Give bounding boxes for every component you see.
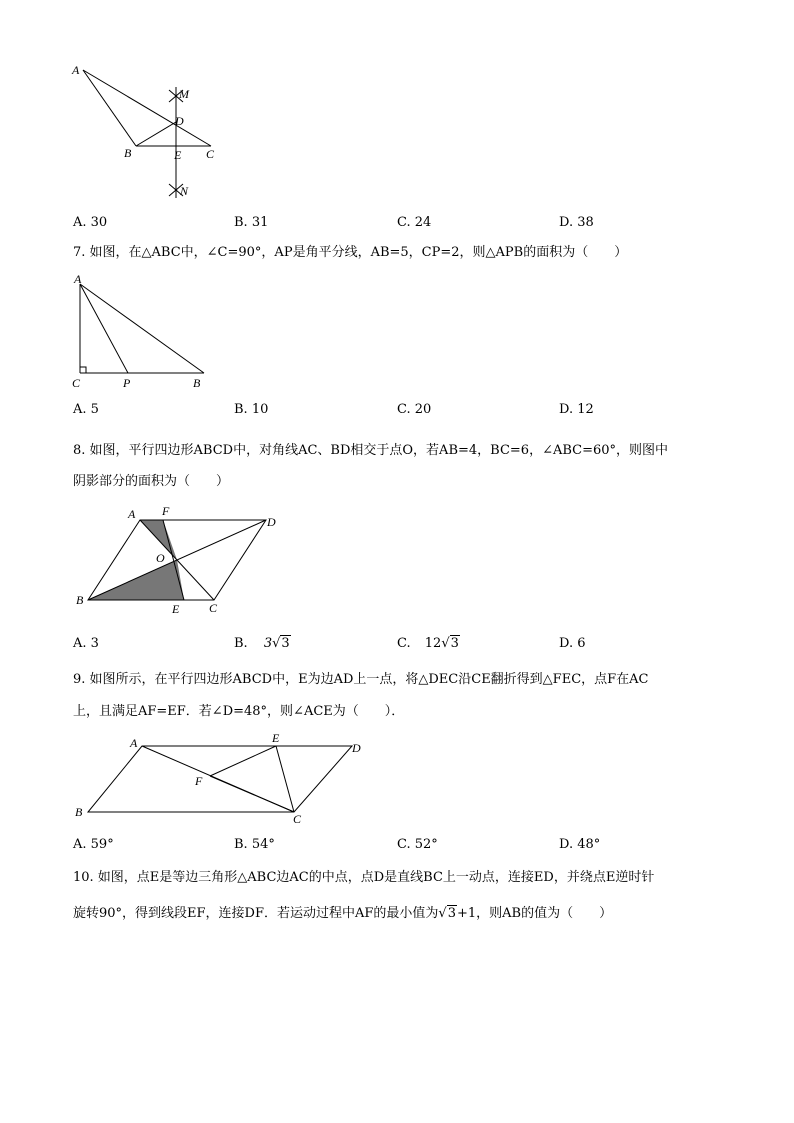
- figure-q6: [66, 62, 236, 207]
- option-c[interactable]: C. 52°: [397, 837, 438, 852]
- label-m: M: [179, 87, 189, 101]
- option-d[interactable]: D. 48°: [559, 837, 601, 852]
- label-c: C: [72, 376, 81, 390]
- option-b[interactable]: B. 31: [234, 215, 269, 230]
- label-f: F: [195, 774, 203, 788]
- option-c-prefix: C.: [397, 636, 411, 651]
- option-d[interactable]: D. 12: [559, 402, 594, 417]
- option-b-radicand: 3: [281, 636, 290, 651]
- label-a: A: [74, 272, 82, 286]
- label-c: C: [293, 812, 302, 826]
- label-a: A: [72, 63, 80, 77]
- label-e: E: [272, 731, 280, 745]
- option-a[interactable]: A. 3: [73, 636, 99, 651]
- label-e: E: [172, 602, 180, 616]
- option-a[interactable]: A. 30: [73, 215, 108, 230]
- label-e: E: [174, 148, 182, 162]
- figure-q8: [66, 500, 296, 622]
- option-b[interactable]: B. 10: [234, 402, 269, 417]
- option-c-radicand: 3: [450, 636, 459, 651]
- question-10-text-line1: 10. 如图，点E是等边三角形△ABC边AC的中点，点D是直线BC上一动点，连接ED，并绕点E逆时针: [73, 870, 655, 885]
- label-b: B: [76, 593, 84, 607]
- label-a: A: [130, 736, 138, 750]
- label-c: C: [206, 147, 215, 161]
- question-8-text-line2: 阴影部分的面积为（ ）: [73, 474, 230, 489]
- label-b: B: [75, 805, 83, 819]
- option-d[interactable]: D. 38: [559, 215, 594, 230]
- label-p: P: [123, 376, 131, 390]
- label-o: O: [156, 551, 165, 565]
- label-n: N: [180, 184, 189, 198]
- option-c[interactable]: C. 24: [397, 215, 432, 230]
- label-c: C: [209, 601, 218, 615]
- label-b: B: [193, 376, 201, 390]
- option-b[interactable]: B. 54°: [234, 837, 275, 852]
- label-b: B: [124, 146, 132, 160]
- question-10-radicand: 3: [447, 906, 456, 921]
- question-10-text-line2: 旋转90°，得到线段EF，连接DF．若运动过程中AF的最小值为√3+1，则AB的值为（ ）: [73, 906, 613, 921]
- label-d: D: [352, 741, 361, 755]
- label-d: D: [175, 114, 184, 128]
- option-b-prefix: B.: [234, 636, 248, 651]
- option-c[interactable]: C. 20: [397, 402, 432, 417]
- option-a[interactable]: A. 5: [73, 402, 99, 417]
- option-d[interactable]: D. 6: [559, 636, 586, 651]
- question-10-line2-prefix: 旋转90°，得到线段EF，连接DF．若运动过程中AF的最小值为: [73, 906, 439, 921]
- question-10-line2-suffix: +1，则AB的值为（ ）: [456, 906, 613, 921]
- option-b-coef: 3: [263, 636, 273, 651]
- label-a: A: [128, 507, 136, 521]
- option-c[interactable]: C. 12√3: [397, 636, 459, 651]
- question-8-text-line1: 8. 如图，平行四边形ABCD中，对角线AC、BD相交于点O，若AB=4，BC=6，∠ABC=60°，则图中: [73, 443, 669, 458]
- option-c-coef: 12: [424, 636, 442, 651]
- option-b[interactable]: B. 3√3: [234, 636, 290, 651]
- question-9-text-line1: 9. 如图所示，在平行四边形ABCD中，E为边AD上一点，将△DEC沿CE翻折得到△FEC，点F在AC: [73, 672, 649, 687]
- question-7-text: 7. 如图，在△ABC中，∠C=90°，AP是角平分线，AB=5，CP=2，则△APB的面积为（ ）: [73, 245, 628, 260]
- option-a[interactable]: A. 59°: [73, 837, 114, 852]
- label-d: D: [267, 515, 276, 529]
- question-9-text-line2: 上，且满足AF=EF．若∠D=48°，则∠ACE为（ ）．: [73, 704, 405, 719]
- figure-q9: [66, 730, 376, 830]
- label-f: F: [162, 504, 170, 518]
- figure-q7: [66, 270, 216, 395]
